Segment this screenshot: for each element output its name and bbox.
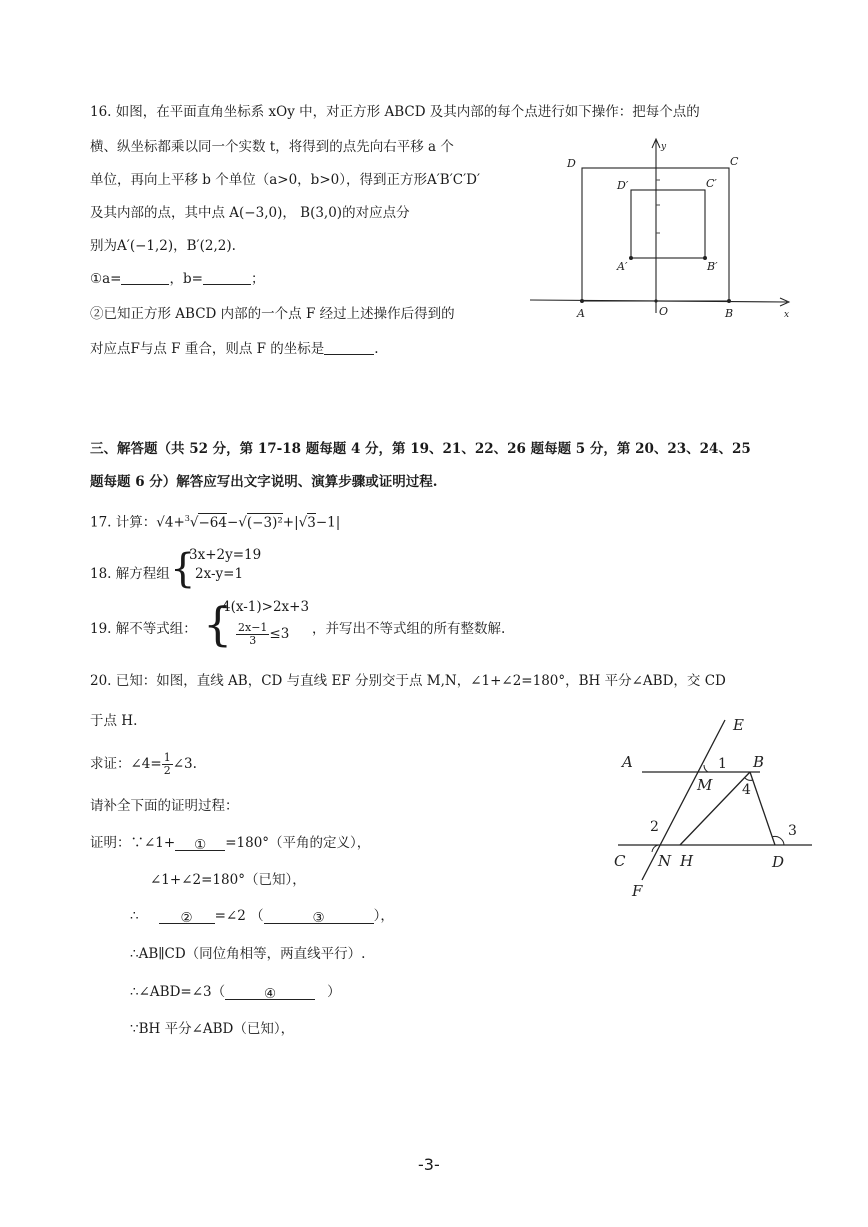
q20-line1: 20. 已知：如图，直线 AB，CD 与直线 EF 分别交于点 M,N，∠1+∠2=180°，BH 平分∠ABD，交 CD <box>90 673 726 689</box>
q20-proof2: ∠1+∠2=180°（已知）， <box>150 872 306 888</box>
q16-line1: 16. 如图，在平面直角坐标系 xOy 中，对正方形 ABCD 及其内部的每个点进行如下操作：把每个点的 <box>90 104 700 120</box>
q16-blank-a[interactable] <box>121 270 169 285</box>
q17-term4: 3 <box>307 514 316 531</box>
label-C: C <box>614 852 626 870</box>
q16-part2-end: . <box>374 341 379 357</box>
q16-part1-b-label: ，b= <box>169 271 203 287</box>
section3-line1: 三、解答题（共 52 分，第 17-18 题每题 4 分，第 19、21、22、26 题每题 5 分，第 20、23、24、25 <box>90 441 751 457</box>
q16-line5: 别为A′(−1,2)，B′(2,2). <box>90 238 236 254</box>
q19-suffix: ，并写出不等式组的所有整数解. <box>312 621 506 637</box>
q17-term4-rest: −1 <box>315 514 336 531</box>
q17-root-index: 3 <box>184 514 190 523</box>
q16-coordinate-figure <box>525 135 800 330</box>
q17-prefix: 17. 计算： <box>90 514 157 531</box>
section3-line2: 题每题 6 分）解答应写出文字说明、演算步骤或证明过程. <box>90 474 438 490</box>
label-angle-4: 4 <box>742 782 751 798</box>
q20-line2: 于点 H. <box>90 713 138 729</box>
q16-part1 <box>90 270 264 288</box>
q20-instruct: 请补全下面的证明过程： <box>90 798 239 814</box>
q20-proof5-b: ） <box>327 984 341 1000</box>
q20-proof5-a: ∴∠ABD=∠3（ <box>130 984 226 1000</box>
q19-rel: ≤3 <box>269 626 290 642</box>
label-M: M <box>697 776 713 794</box>
label-O: O <box>659 305 669 318</box>
label-H: H <box>680 852 694 870</box>
square-abcd-prime <box>631 190 705 258</box>
segment-bd <box>750 772 775 845</box>
q20-proof6: ∵BH 平分∠ABD（已知）， <box>130 1021 295 1037</box>
q16-part1-a-label: ①a= <box>90 271 122 287</box>
q19-frac-num: 2x−1 <box>238 621 268 634</box>
label-Dp: D′ <box>617 179 629 192</box>
q20-proof4: ∴AB∥CD（同位角相等，两直线平行）. <box>130 946 366 962</box>
label-A: A <box>622 753 633 771</box>
q17-sqrt-sign: √ <box>238 514 247 531</box>
label-angle-1: 1 <box>718 756 727 772</box>
q20-half-den: 2 <box>163 764 171 777</box>
q18-eq2: 2x-y=1 <box>195 566 244 582</box>
q17-plus1: + <box>173 514 185 531</box>
q20-half <box>162 752 173 777</box>
q16-part2-line2 <box>90 340 379 358</box>
q17-root-sign: √ <box>189 514 199 531</box>
label-x: x <box>784 310 790 320</box>
label-E: E <box>733 716 744 734</box>
label-Bp: B′ <box>707 260 718 273</box>
q20-blank-1[interactable]: ① <box>175 836 225 851</box>
q20-proof3 <box>130 907 394 925</box>
q20-blank-3[interactable]: ③ <box>264 909 374 924</box>
q16-line2: 横、纵坐标都乘以同一个实数 t，将得到的点先向右平移 a 个 <box>90 139 454 155</box>
q17-plus2: + <box>282 514 295 531</box>
q16-part2-line1: ②已知正方形 ABCD 内部的一个点 F 经过上述操作后得到的 <box>90 306 455 322</box>
label-B: B <box>753 753 765 771</box>
q20-prove-prefix: 求证：∠4= <box>90 756 162 772</box>
q19-prefix: 19. 解不等式组： <box>90 621 197 637</box>
q19-brace-icon: { <box>203 597 233 651</box>
q17-abs-close: | <box>335 514 341 531</box>
label-Ap: A′ <box>617 260 628 273</box>
q17-term3: (−3)² <box>246 514 283 531</box>
q17-sqrt3-sign: √ <box>298 514 308 531</box>
q16-blank-f[interactable] <box>324 340 374 355</box>
q17-term1: √4 <box>156 514 174 531</box>
page-number: -3- <box>418 1155 440 1174</box>
q20-proof1-a: 证明：∵∠1+ <box>90 835 176 851</box>
label-B: B <box>725 307 734 320</box>
q19-frac-den: 3 <box>249 634 257 647</box>
q16-part1-end: ； <box>250 271 265 287</box>
label-angle-2: 2 <box>650 819 659 835</box>
q17 <box>90 510 340 532</box>
q20-proof1-b: =180°（平角的定义）， <box>225 835 371 851</box>
q17-abs-open: | <box>294 514 299 531</box>
q20-proof3-c: ）， <box>373 908 394 924</box>
q20-half-num: 1 <box>163 751 171 764</box>
label-D: D <box>772 853 785 871</box>
q20-prove <box>90 752 197 777</box>
label-N: N <box>658 852 672 870</box>
label-D: D <box>567 157 576 170</box>
q20-proof3-a: ∴ <box>130 908 139 924</box>
q20-proof1 <box>90 834 370 852</box>
q19-ineq1: 4(x-1)>2x+3 <box>222 599 310 615</box>
angle-1-arc <box>704 765 708 772</box>
q19-ineq2 <box>236 622 289 647</box>
label-C: C <box>730 155 739 168</box>
label-F: F <box>632 882 643 900</box>
q20-blank-4[interactable]: ④ <box>225 985 315 1000</box>
q18-brace-icon: { <box>170 546 196 592</box>
label-angle-3: 3 <box>788 823 797 839</box>
q19-fraction <box>236 622 269 647</box>
q20-blank-2[interactable]: ② <box>159 909 215 924</box>
q20-proof3-b: =∠2 （ <box>214 908 264 924</box>
label-Cp: C′ <box>706 177 717 190</box>
label-y: y <box>661 142 667 152</box>
q18-eq1: 3x+2y=19 <box>189 547 262 563</box>
q20-prove-suffix: ∠3. <box>172 756 197 772</box>
q17-minus: − <box>226 514 239 531</box>
q20-proof5 <box>130 983 341 1001</box>
segment-bh <box>680 772 750 845</box>
q16-blank-b[interactable] <box>203 270 251 285</box>
q16-line4: 及其内部的点，其中点 A(−3,0)， B(3,0)的对应点分 <box>90 205 410 221</box>
q16-line3: 单位，再向上平移 b 个单位（a>0，b>0），得到正方形A′B′C′D′ <box>90 172 481 188</box>
q18-prefix: 18. 解方程组 <box>90 566 170 582</box>
label-A: A <box>577 307 585 320</box>
q16-part2-text: 对应点F与点 F 重合，则点 F 的坐标是 <box>90 341 325 357</box>
q17-term2: −64 <box>198 514 227 531</box>
q20-geometry-figure <box>600 710 825 905</box>
